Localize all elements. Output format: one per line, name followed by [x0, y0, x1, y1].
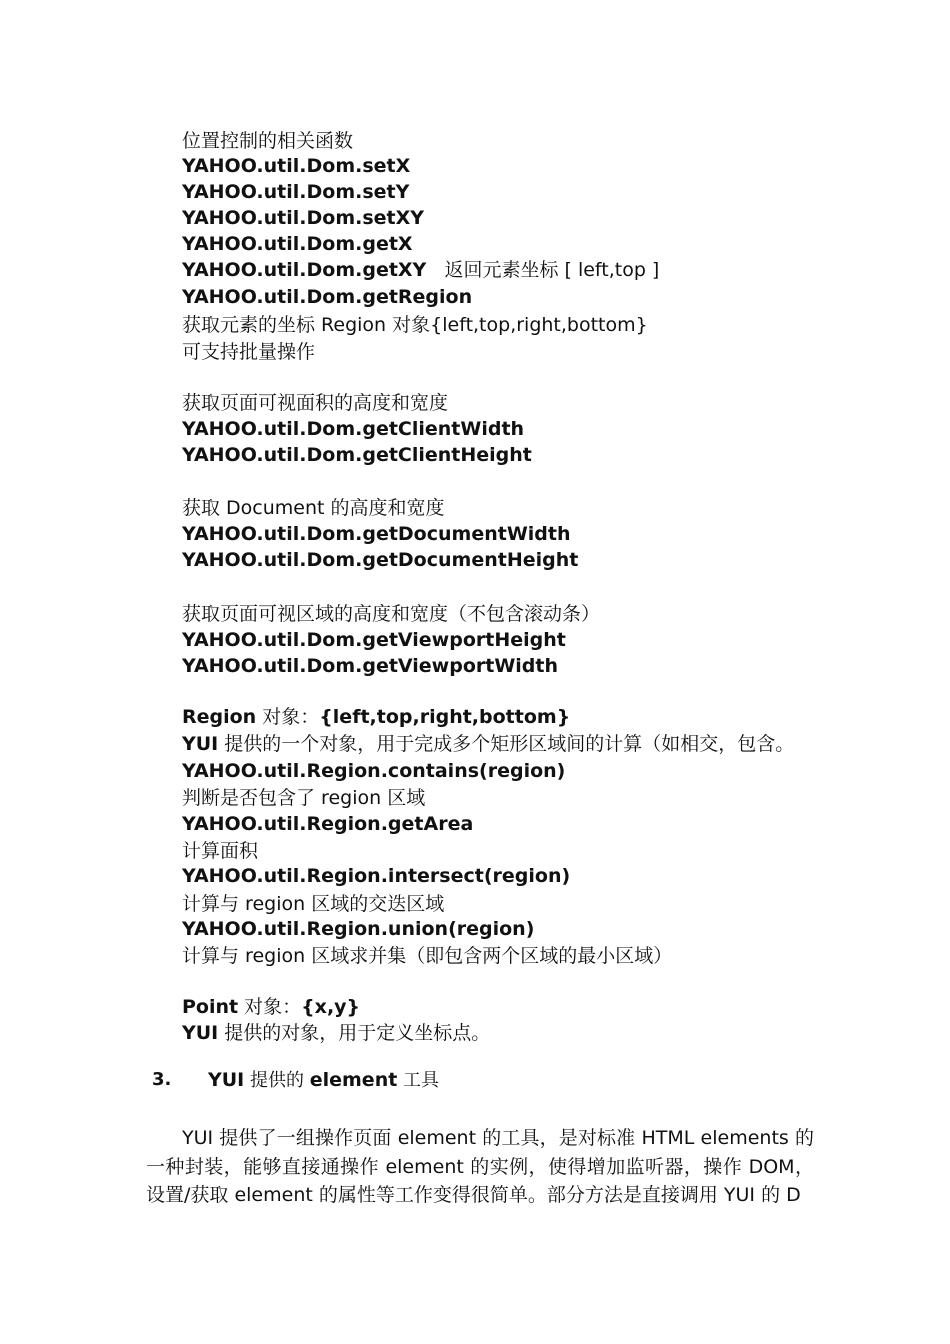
text-segment: YAHOO.util.Dom.getRegion: [182, 286, 473, 308]
text-segment: Region: [315, 314, 393, 336]
text-segment: 的一种封装，能够直接通操作: [146, 1127, 814, 1178]
text-segment: 位置控制的相关函数: [182, 130, 354, 152]
text-line: [182, 205, 424, 231]
text-segment: 的工具，是对标准: [476, 1127, 642, 1149]
text-line: [182, 891, 444, 917]
text-segment: 提供的对象，用于定义坐标点。: [218, 1022, 491, 1044]
text-segment: 获取: [182, 497, 221, 519]
section-title: [208, 1066, 439, 1095]
text-segment: YUI: [182, 733, 219, 755]
text-segment: region: [315, 787, 388, 809]
body-paragraph: [146, 1124, 814, 1210]
text-segment: YAHOO.util.Dom.getViewportWidth: [182, 655, 559, 677]
text-segment: YUI: [182, 1127, 214, 1149]
text-segment: YAHOO.util.Region.contains(region): [182, 760, 566, 782]
text-segment: 提供的一个对象，用于完成多个矩形区域间的计算（如相交，包含。: [218, 733, 795, 755]
text-segment: YAHOO.util.Dom.getDocumentWidth: [182, 523, 571, 545]
text-segment: {left,top,right,bottom}: [319, 706, 571, 728]
text-line: [182, 811, 473, 837]
text-line: [182, 731, 794, 757]
section-number: 3.: [152, 1069, 172, 1090]
text-segment: 的: [755, 1184, 787, 1206]
text-segment: YAHOO.util.Region.union(region): [182, 918, 535, 940]
text-line: [182, 785, 425, 811]
text-segment: 的高度和宽度: [330, 497, 445, 519]
text-segment: 获取页面可视区域的高度和宽度（不包含滚动条）: [182, 603, 601, 625]
text-segment: 对象：: [238, 996, 302, 1018]
paragraph-text: [146, 1124, 814, 1210]
text-line: [182, 284, 472, 310]
text-segment: 提供的: [244, 1070, 310, 1091]
text-segment: Point: [182, 996, 239, 1018]
text-segment: YAHOO.util.Region.getArea: [182, 813, 474, 835]
text-segment: YAHOO.util.Dom.getDocumentHeight: [182, 549, 579, 571]
text-segment: YAHOO.util.Dom.getXY: [182, 259, 427, 281]
text-segment: /: [184, 1184, 191, 1206]
text-segment: Document: [220, 497, 331, 519]
text-segment: YAHOO.util.Dom.getViewportHeight: [182, 629, 566, 651]
text-segment: 计算与: [182, 893, 240, 915]
text-segment: 获取: [190, 1184, 235, 1206]
text-line: [182, 339, 315, 365]
text-segment: [ left,top ]: [558, 259, 660, 281]
text-line: [182, 916, 534, 942]
text-segment: 获取元素的坐标: [182, 314, 316, 336]
text-segment: 获取页面可视面积的高度和宽度: [182, 392, 449, 414]
text-segment: {x,y}: [301, 996, 361, 1018]
text-segment: 的实例，使得增加监听器，操作: [463, 1155, 749, 1178]
text-line: [182, 838, 258, 864]
text-segment: 计算与: [182, 945, 240, 967]
text-segment: {left,top,right,bottom}: [430, 314, 648, 336]
text-segment: region: [239, 945, 312, 967]
text-line: [182, 547, 578, 573]
text-segment: YUI: [182, 1022, 219, 1044]
text-segment: DOM: [748, 1155, 795, 1178]
text-segment: YUI: [208, 1069, 245, 1091]
section-heading: [0, 1066, 950, 1094]
text-line: [182, 312, 648, 338]
text-segment: 对象：: [256, 706, 320, 728]
text-line: [182, 863, 570, 889]
text-line: [182, 1020, 490, 1046]
text-segment: 区域的交迭区域: [311, 893, 445, 915]
text-line: [182, 627, 566, 653]
text-segment: 区域求并集（即包含两个区域的最小区域）: [311, 945, 673, 967]
text-segment: HTML elements: [641, 1127, 789, 1149]
text-segment: 返回元素坐标: [426, 259, 559, 281]
text-segment: YAHOO.util.Dom.getClientHeight: [182, 444, 532, 466]
text-segment: 工具: [397, 1070, 440, 1091]
text-segment: YAHOO.util.Dom.setXY: [182, 207, 425, 229]
text-segment: 计算面积: [182, 840, 259, 862]
text-segment: YAHOO.util.Dom.getClientWidth: [182, 418, 525, 440]
text-segment: 的属性等工作变得很简单。部分方法是直接调用: [312, 1184, 724, 1206]
text-segment: region: [239, 893, 312, 915]
text-segment: YAHOO.util.Dom.setY: [182, 181, 410, 203]
text-line: [182, 442, 532, 468]
text-segment: ，设置: [146, 1155, 814, 1206]
text-line: [182, 994, 360, 1020]
text-line: [182, 416, 524, 442]
text-line: [182, 653, 558, 679]
text-line: [182, 943, 672, 969]
text-line: [182, 521, 571, 547]
text-segment: D: [786, 1184, 801, 1206]
text-line: [182, 758, 565, 784]
text-line: [182, 179, 409, 205]
text-segment: element: [234, 1184, 313, 1206]
text-segment: 提供了一组操作页面: [213, 1127, 398, 1149]
text-segment: element: [385, 1155, 464, 1178]
text-segment: YAHOO.util.Dom.setX: [182, 155, 411, 177]
text-segment: element: [309, 1069, 398, 1091]
text-line: [182, 153, 410, 179]
text-line: [182, 257, 659, 283]
text-line: [182, 704, 570, 730]
text-segment: Region: [182, 706, 257, 728]
text-line: [182, 390, 448, 416]
text-line: [182, 601, 600, 627]
text-segment: element: [397, 1127, 477, 1149]
text-segment: 区域: [387, 787, 426, 809]
text-segment: YUI: [723, 1184, 756, 1206]
text-line: [182, 128, 353, 154]
text-segment: 可支持批量操作: [182, 341, 316, 363]
text-segment: YAHOO.util.Region.intersect(region): [182, 865, 571, 887]
text-line: [182, 495, 445, 521]
text-segment: 判断是否包含了: [182, 787, 316, 809]
text-line: [182, 231, 413, 257]
text-segment: YAHOO.util.Dom.getX: [182, 233, 413, 255]
text-segment: 对象: [392, 314, 431, 336]
